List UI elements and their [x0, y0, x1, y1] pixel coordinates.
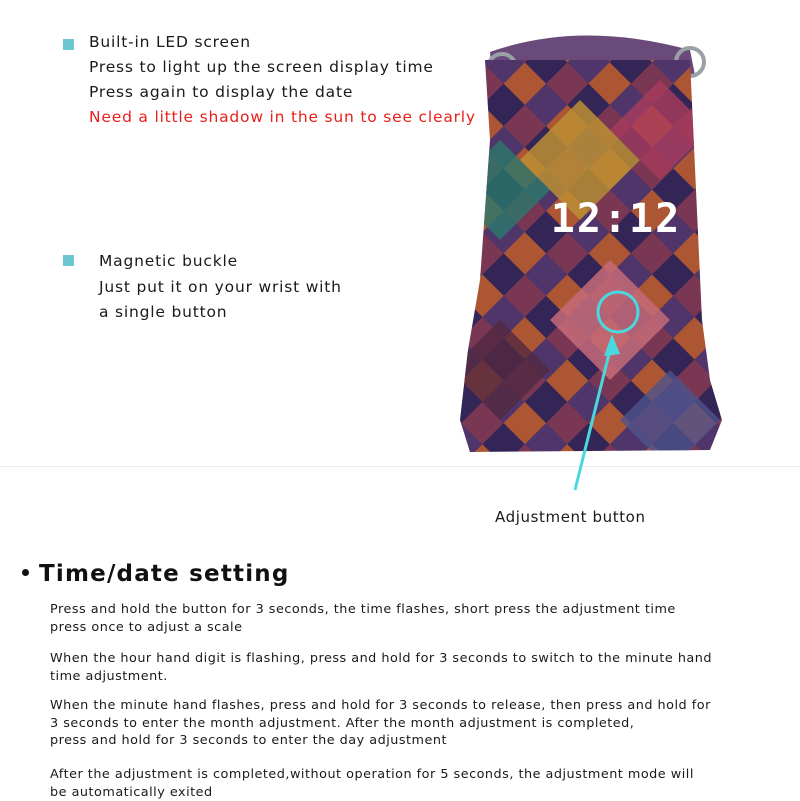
feature-led-line: Press again to display the date: [89, 83, 354, 101]
instruction-paragraph: After the adjustment is completed,without operation for 5 seconds, the adjustment mode will be automatically exited: [50, 767, 694, 800]
led-time-display: 12:12: [550, 196, 682, 242]
instruction-paragraph: Press and hold the button for 3 seconds, the time flashes, short press the adjustment time press once to adjust a scale: [50, 602, 676, 635]
feature-buckle-line: a single button: [99, 303, 228, 321]
bullet-square-icon: [63, 255, 74, 266]
adjustment-button-label: Adjustment button: [495, 508, 646, 526]
bullet-square-icon: [63, 39, 74, 50]
feature-led-title: Built-in LED screen: [89, 33, 251, 51]
feature-buckle-line: Just put it on your wrist with: [99, 278, 342, 296]
instruction-paragraph: When the hour hand digit is flashing, press and hold for 3 seconds to switch to the minute hand time adjustment.: [50, 651, 713, 684]
instruction-paragraph: When the minute hand flashes, press and hold for 3 seconds to release, then press and hold for 3 seconds to enter the month adjustment. After the month adjustment is completed, press and hold for 3 seconds to enter the day adjustment: [50, 698, 711, 748]
section-title: Time/date setting: [22, 561, 290, 587]
paper-watch-band: [440, 20, 740, 500]
bullet-dot-icon: [22, 569, 29, 576]
feature-buckle-title: Magnetic buckle: [99, 252, 238, 270]
feature-led-warning: Need a little shadow in the sun to see clearly: [89, 108, 476, 126]
feature-led-line: Press to light up the screen display time: [89, 58, 434, 76]
